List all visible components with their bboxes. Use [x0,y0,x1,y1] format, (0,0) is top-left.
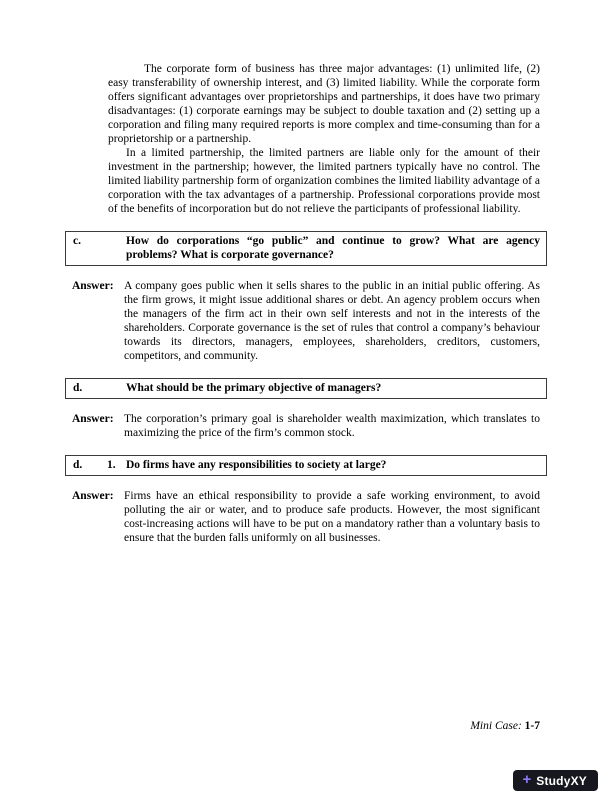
question-text: Do firms have any responsibilities to society at large? [126,459,387,471]
answer-label: Answer: [72,490,114,502]
paragraph-corporate-form: The corporate form of business has three major advantages: (1) unlimited life, (2) easy transferability of ownership interest, and (3) limited liability. While the corporate form offers significant advantages over proprietorships and partnerships, it does have two primary disadvantages: (1) corporate earnings may be subject to double taxation and (2) setting up a corporation and filing many required reports is more complex and time-consuming than for a proprietorship or a partnership. [108,63,540,145]
page-footer [470,720,540,732]
logo-brand [536,774,587,788]
question-number [107,381,126,395]
mini-case-label: Mini Case: [470,720,525,732]
question-box-c [65,231,547,266]
plus-icon: + [522,771,532,788]
question-label: d. [73,459,83,471]
question-box-d1 [65,455,547,476]
logo-brand-primary: Study [536,773,571,788]
question-number: 1. [107,459,116,471]
answer-block-d [65,412,547,440]
answer-text: Firms have an ethical responsibility to provide a safe working environment, to avoid polluting the air or water, and to produce safe products. However, the most significant cost-increasing actions will have to be put on a mandatory rather than a voluntary basis to ensure that the burden falls uniformly on all businesses. [124,490,540,544]
question-label: c. [73,235,81,247]
page-content [65,62,547,545]
question-box-d [65,378,547,399]
page-number: 1-7 [524,720,540,732]
answer-block-c [65,279,547,363]
studyxy-logo-badge [513,770,598,791]
paragraph-limited-partnership: In a limited partnership, the limited partners are liable only for the amount of their investment in the partnership; however, the limited partners typically have no control. The limited liability partnership form of organization combines the limited liability advantage of a corporation with the tax advantages of a partnership. Professional corporations provide most of the benefits of incorporation but do not relieve the participants of professional liability. [108,147,540,215]
answer-text: The corporation’s primary goal is shareholder wealth maximization, which translates to maximizing the price of the firm’s common stock. [124,413,540,439]
answer-block-d1 [65,489,547,545]
answer-label: Answer: [72,280,114,292]
question-number [107,234,126,262]
question-label: d. [73,382,83,394]
answer-label: Answer: [72,413,114,425]
question-text: What should be the primary objective of managers? [126,382,382,394]
logo-brand-secondary: XY [570,773,587,788]
answer-text: A company goes public when it sells shares to the public in an initial public offering. As the firm grows, it might issue additional shares or debt. An agency problem occurs when the managers of the firm act in their own self interests and not in the interests of the shareholders. Corporate governance is the set of rules that control a company’s behaviour towards its directors, managers, employees, shareholders, creditors, customers, competitors, and community. [124,280,540,362]
question-text: How do corporations “go public” and continue to grow? What are agency problems? What is corporate governance? [126,235,540,261]
